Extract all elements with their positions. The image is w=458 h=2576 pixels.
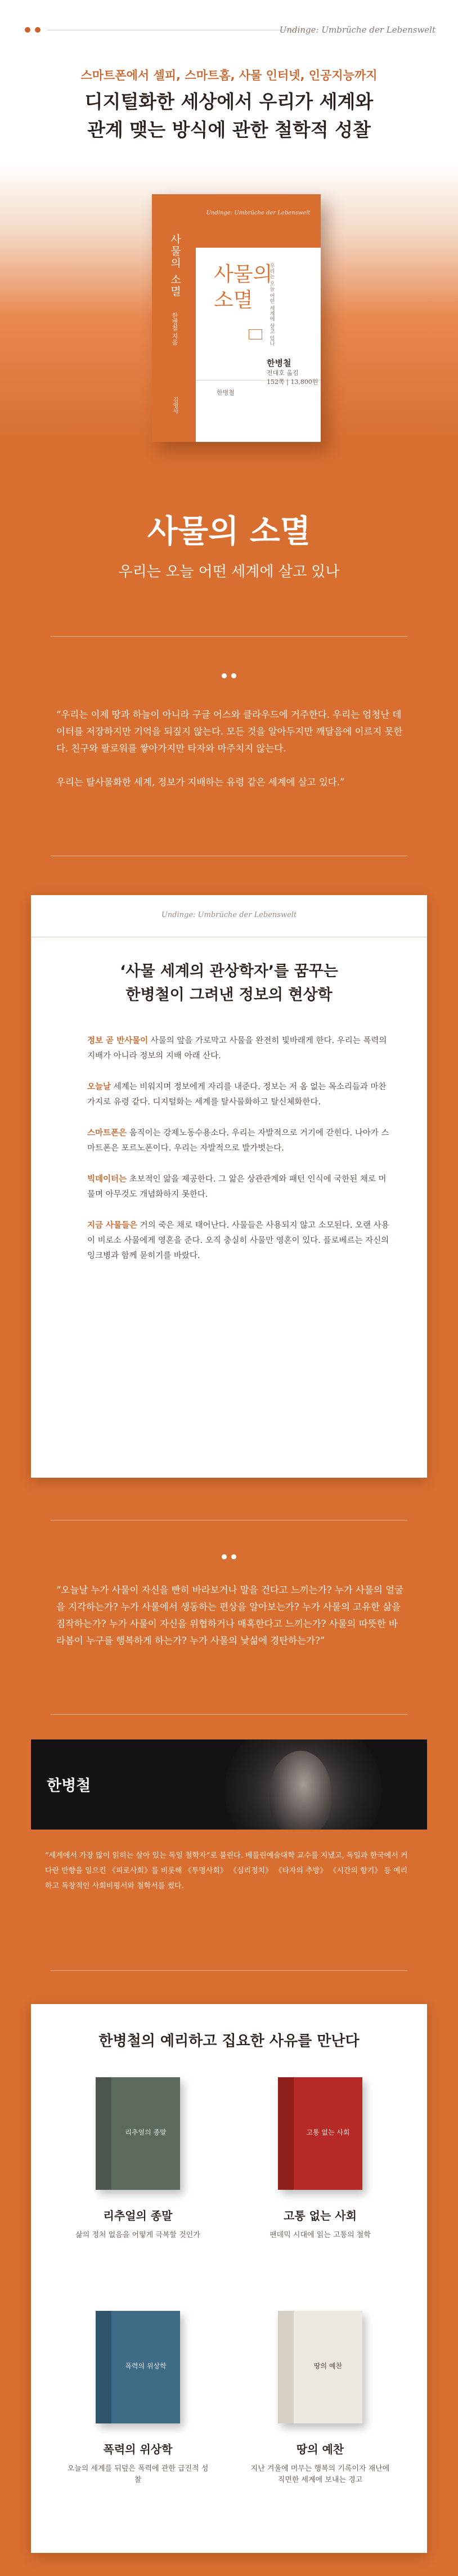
header: [0, 0, 458, 141]
card-paragraph: [87, 1125, 391, 1156]
card-title: [31, 960, 427, 1007]
book-card-cover: [278, 2077, 362, 2190]
label-price: 152쪽 | 13,800원: [267, 378, 318, 386]
related-books-title: 한병철의 예리하고 집요한 사유를 만난다: [98, 2033, 360, 2050]
hero-title: 사물의 소멸: [147, 513, 311, 550]
card-highlight: 스마트폰은: [87, 1128, 127, 1138]
card-body: [87, 1033, 391, 1279]
related-books: [31, 2004, 427, 2553]
cover-title: 리추얼의 종말: [125, 2128, 167, 2136]
spine-author: 한병철 지음: [171, 312, 178, 346]
book-card-cover: [96, 2311, 180, 2423]
card-highlight: 지금 사물들은: [87, 1220, 138, 1230]
label-author: 한병철: [267, 358, 291, 368]
cover-title-line-1: 사물의: [214, 263, 273, 286]
quote-1-paragraph-2: 우리는 탈사물화한 세계, 정보가 지배하는 유령 같은 세계에 살고 있다.”: [56, 777, 345, 788]
book-card-cover: [278, 2311, 362, 2423]
quote-2-text: “오늘날 누가 사물이 자신을 빤히 바라보거나 말을 건다고 느끼는가? 누가 사물의 얼굴을 지각하는가? 누가 사물에서 생동하는 편상을 알아보는가? 누가 사물의 고유한 삶을 짐작하는가? 누가 사물이 자신을 위협하거나 매혹한다고 느끼는가? 사물의 따뜻한 바라봄이 누구를 행복하게 하는가? 누가 사물의 낯섦에 경탄하는가?”: [56, 1585, 403, 1646]
section-divider: [51, 636, 407, 637]
book-card[interactable]: [247, 2311, 393, 2486]
section-divider: [51, 1970, 407, 1971]
book-spine: [152, 194, 196, 442]
section-dots: [0, 670, 458, 681]
headline-line-1: 디지털화한 세상에서 우리가 세계와: [84, 91, 374, 113]
author-bio: “세계에서 가장 많이 읽히는 살아 있는 독일 철학자”로 불린다. 베를린예술대학 교수를 지냈고, 독일과 한국에서 커다란 반향을 일으킨 《피로사회》를 비롯해 《투명사회》 《심리정치》 《타자의 추방》 《시간의 향기》 등 예리하고 독창적인 사회비평서와 철학서를 썼다.: [45, 1852, 408, 1890]
series-subtitle: Undinge: Umbrüche der Lebenswelt: [279, 25, 435, 35]
cover-title: 폭력의 위상학: [125, 2362, 167, 2370]
book-card-name: 리추얼의 종말: [103, 2209, 173, 2222]
cover-title: 땅의 예찬: [313, 2362, 343, 2370]
spine-publisher: 김영사: [172, 397, 178, 414]
section-dots: [0, 1551, 458, 1562]
cover-band: [196, 194, 321, 248]
card-paragraph: [87, 1171, 391, 1202]
card-text: 움직이는 강제노동수용소다. 우리는 자발적으로 거기에 갇힌다. 나아가 스마트폰은 포르노폰이다. 우리는 자발적으로 발가벗는다.: [87, 1129, 389, 1153]
author-portrait: [270, 1751, 331, 1830]
card-text: 세계는 비워지며 정보에게 자리를 내준다. 정보는 저 옴 없는 목소리들과 마찬가지로 유령 같다. 디지털화는 세계를 탈사물화하고 탈신체화한다.: [87, 1083, 387, 1107]
book-card[interactable]: [65, 2077, 211, 2241]
hero-subtitle: 우리는 오늘 어떤 세계에 살고 있나: [118, 564, 340, 580]
book-card-desc: 지난 겨울에 머무는 행복의 기록이자 재난에 직면한 세계에 보내는 경고: [250, 2465, 390, 2484]
card-highlight: 정보 곧 반사물이: [87, 1036, 149, 1045]
section-divider: [51, 1714, 407, 1715]
spine-title: 사물의 소멸: [169, 234, 181, 298]
book-card-name: 고통 없는 사회: [284, 2209, 357, 2222]
cover-title: 고통 없는 사회: [306, 2128, 350, 2136]
card-paragraph: [87, 1033, 391, 1064]
quote-block-1: [56, 706, 405, 808]
label-translator: 전대호 옮김: [267, 369, 299, 377]
kicker-text: 스마트폰에서 셀피, 스마트홈, 사물 인터넷, 인공지능까지: [80, 69, 378, 82]
highlights-card: [31, 895, 427, 1478]
cover-spine: [278, 2077, 294, 2190]
book-card[interactable]: [65, 2311, 211, 2486]
book-card-name: 폭력의 위상학: [103, 2443, 173, 2456]
card-title-line-2: 한병철이 그려낸 정보의 현상학: [125, 986, 333, 1004]
card-highlight: 오늘날: [87, 1082, 111, 1092]
card-text: 초보적인 앎을 제공한다. 그 앎은 상관관계와 패턴 인식에 국한된 채로 머물며 아무것도 개념화하지 못한다.: [87, 1175, 387, 1199]
card-paragraph: [87, 1218, 391, 1264]
headline-line-2: 관계 맺는 방식에 관한 철학적 성찰: [87, 119, 371, 141]
book-cover-image: [152, 194, 321, 442]
book-card-desc: 오늘의 세계를 뒤덮은 폭력에 관한 급진적 성찰: [67, 2465, 209, 2484]
quote-block-2: [56, 1582, 405, 1649]
author-photo: [31, 1739, 427, 1830]
cover-author: 한병철: [217, 389, 235, 396]
cover-spine: [96, 2077, 111, 2190]
card-header: [31, 895, 427, 937]
cover-vertical-subtitle: 우리는 오늘 어떤 세계에 살고 있나: [268, 263, 275, 347]
cover-spine: [96, 2311, 111, 2423]
book-card-desc: 삶의 정처 없음을 어떻게 극복할 것인가: [75, 2231, 200, 2239]
book-info-label: [267, 359, 318, 387]
card-title-line-1: ‘사물 세계의 관상학자’를 꿈꾸는: [120, 963, 338, 980]
card-highlight: 빅데이터는: [87, 1174, 127, 1184]
card-text: 사물의 앞을 가로막고 사물을 완전히 빛바래게 한다. 우리는 폭력의 지배가 아니라 정보의 지배 아래 산다.: [87, 1036, 387, 1061]
cover-spine: [278, 2311, 294, 2423]
header-dots: [25, 27, 41, 33]
quote-1-paragraph-1: “우리는 이제 땅과 하늘이 아니라 구글 어스와 클라우드에 거주한다. 우리는 엄청난 데이터를 저장하지만 기억을 되짚지 않는다. 모든 것을 알아두지만 깨달음에 이르지 못한다. 친구와 팔로워를 쌓아가지만 타자와 마주치지 않는다.: [56, 709, 403, 754]
book-card-cover: [96, 2077, 180, 2190]
publisher-seal-icon: [249, 329, 262, 339]
card-text: 거의 죽은 채로 태어난다. 사물들은 사용되지 않고 소모된다. 오랜 사용이 비로소 사물에게 영혼을 준다. 오직 충실히 사물만 영혼이 있다. 플로베르는 자신의 잉크병과 함께 묻히기를 바랐다.: [87, 1221, 389, 1260]
cover-title-line-2: 소멸: [214, 289, 253, 312]
author-name: 한병철: [47, 1777, 91, 1795]
card-paragraph: [87, 1079, 391, 1110]
cover-band-subtitle: Undinge: Umbrüche der Lebenswelt: [206, 210, 311, 216]
book-card-name: 땅의 예찬: [296, 2443, 344, 2456]
book-card-desc: 팬데믹 시대에 읽는 고통의 철학: [270, 2231, 371, 2239]
book-card[interactable]: [247, 2077, 393, 2241]
cover-title: [214, 262, 272, 314]
headline: [0, 88, 458, 144]
card-header-subtitle: Undinge: Umbrüche der Lebenswelt: [161, 911, 297, 919]
